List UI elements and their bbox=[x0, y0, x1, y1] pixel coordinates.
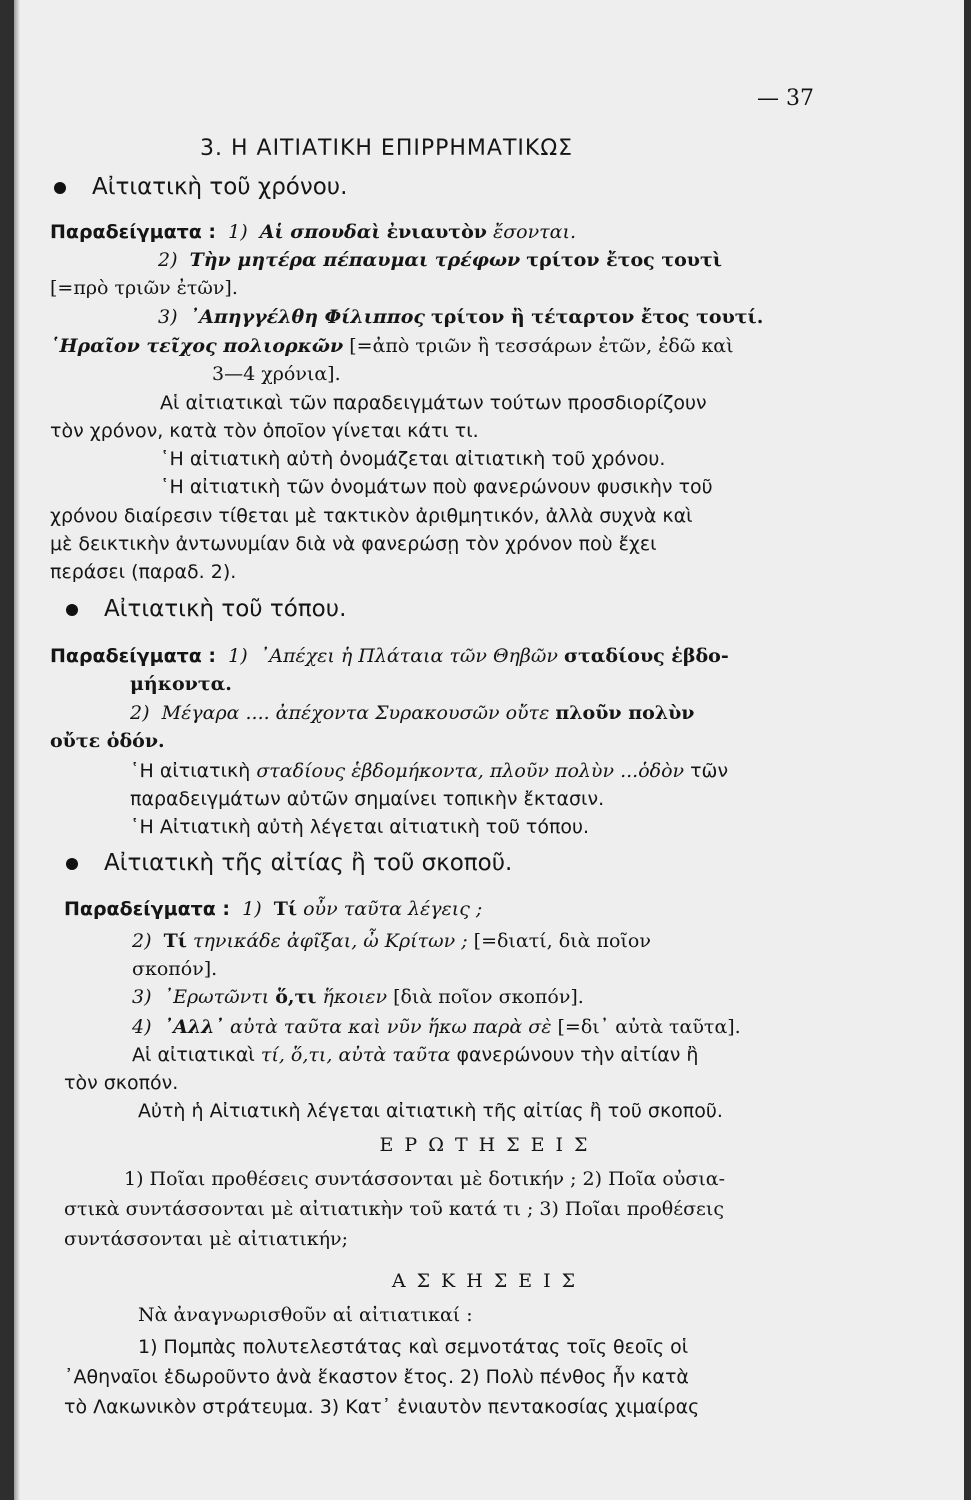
question-line: στικὰ συντάσσονται μὲ αἰτιατικὴν τοῦ κατά τι ; 3) Ποῖαι προθέσεις bbox=[64, 1198, 724, 1220]
example-line: [=πρὸ τριῶν ἐτῶν]. bbox=[50, 277, 238, 299]
example-line: 3) ᾿Απηγγέλθη Φίλιππος τρίτον ἢ τέταρτον ἔτος τουτί. bbox=[158, 306, 764, 328]
paragraph-line: τὸν σκοπόν. bbox=[64, 1072, 179, 1094]
questions-title: ΕΡΩΤΗΣΕΙΣ bbox=[379, 1134, 599, 1156]
bullet-icon bbox=[66, 604, 78, 616]
exercise-line: ᾿Αθηναῖοι ἐδωροῦντο ἀνὰ ἕκαστον ἔτος. 2) Πολὺ πένθος ἦν κατὰ bbox=[64, 1366, 689, 1388]
bullet-icon bbox=[54, 182, 66, 194]
example-line: σκοπόν]. bbox=[132, 958, 218, 980]
example-line: 3) ᾿Ερωτῶντι ὅ,τι ἥκοιεν [διὰ ποῖον σκοπόν]. bbox=[132, 986, 584, 1008]
example-line: Παραδείγματα : 1) Αἱ σπουδαὶ ἐνιαυτὸν ἔσονται. bbox=[50, 221, 576, 243]
exercise-line: τὸ Λακωνικὸν στράτευμα. 3) Κατ᾿ ἐνιαυτὸν πεντακοσίας χιμαίρας bbox=[64, 1396, 700, 1418]
page-number: — 37 bbox=[757, 86, 814, 111]
paragraph-line: ῾Η Αἰτιατικὴ αὐτὴ λέγεται αἰτιατικὴ τοῦ τόπου. bbox=[130, 816, 590, 838]
question-line: 1) Ποῖαι προθέσεις συντάσσονται μὲ δοτικήν ; 2) Ποῖα οὐσια- bbox=[124, 1168, 726, 1190]
example-line: Παραδείγματα : 1) ᾿Απέχει ἡ Πλάταια τῶν Θηβῶν σταδίους ἑβδο- bbox=[50, 645, 729, 667]
bullet-icon bbox=[66, 858, 78, 870]
example-line: 2) Τὴν μητέρα πέπαυμαι τρέφων τρίτον ἔτος τουτὶ bbox=[158, 249, 722, 271]
paragraph-line: ῾Η αἰτιατικὴ τῶν ὀνομάτων ποὺ φανερώνουν φυσικὴν τοῦ bbox=[160, 476, 713, 498]
paragraph-line: Αἱ αἰτιατικαὶ τῶν παραδειγμάτων τούτων προσδιορίζουν bbox=[160, 392, 707, 414]
example-line: Παραδείγματα : 1) Τί οὖν ταῦτα λέγεις ; bbox=[64, 898, 483, 920]
example-line: 2) Μέγαρα .... ἀπέχοντα Συρακουσῶν οὔτε πλοῦν πολὺν bbox=[130, 702, 695, 724]
paragraph-line: περάσει (παραδ. 2). bbox=[50, 561, 237, 583]
paragraph-line: Αὐτὴ ἡ Αἰτιατικὴ λέγεται αἰτιατικὴ τῆς αἰτίας ἢ τοῦ σκοποῦ. bbox=[138, 1100, 723, 1122]
paragraph-line: μὲ δεικτικὴν ἀντωνυμίαν διὰ νὰ φανερώσῃ τὸν χρόνον ποὺ ἔχει bbox=[50, 533, 657, 555]
paragraph-line: χρόνου διαίρεσιν τίθεται μὲ τακτικὸν ἀριθμητικόν, ἀλλὰ συχνὰ καὶ bbox=[50, 505, 693, 527]
example-line: 2) Τί τηνικάδε ἀφῖξαι, ὦ Κρίτων ; [=διατί, διὰ ποῖον bbox=[132, 930, 651, 952]
paragraph-line: ῾Η αἰτιατικὴ σταδίους ἑβδομήκοντα, πλοῦν πολὺν ...ὁδὸν τῶν bbox=[130, 760, 729, 782]
paragraph-line: ῾Η αἰτιατικὴ αὐτὴ ὀνομάζεται αἰτιατικὴ τοῦ χρόνου. bbox=[160, 448, 666, 470]
paragraph-line: παραδειγμάτων αὐτῶν σημαίνει τοπικὴν ἔκτασιν. bbox=[130, 788, 605, 810]
exercises-title: ΑΣΚΗΣΕΙΣ bbox=[391, 1270, 587, 1292]
heading-place: Αἰτιατικὴ τοῦ τόπου. bbox=[66, 596, 346, 622]
example-line: ῾Ηραῖον τεῖχος πολιορκῶν [=ἀπὸ τριῶν ἢ τεσσάρων ἐτῶν, ἐδῶ καὶ bbox=[50, 335, 734, 357]
example-line: οὔτε ὁδόν. bbox=[50, 730, 165, 752]
example-line: μήκοντα. bbox=[130, 673, 232, 695]
question-line: συντάσσονται μὲ αἰτιατικήν; bbox=[64, 1228, 348, 1250]
paragraph-line: Αἱ αἰτιατικαὶ τί, ὅ,τι, αὐτὰ ταῦτα φανερώνουν τὴν αἰτίαν ἢ bbox=[132, 1044, 699, 1066]
heading-cause: Αἰτιατικὴ τῆς αἰτίας ἢ τοῦ σκοποῦ. bbox=[66, 850, 512, 876]
paragraph-line: τὸν χρόνον, κατὰ τὸν ὁποῖον γίνεται κάτι τι. bbox=[50, 420, 479, 442]
example-line: 3—4 χρόνια]. bbox=[212, 363, 341, 385]
heading-time: Αἰτιατικὴ τοῦ χρόνου. bbox=[54, 174, 347, 200]
section-title: 3. Η ΑΙΤΙΑΤΙΚΗ ΕΠΙΡΡΗΜΑΤΙΚΩΣ bbox=[200, 136, 574, 161]
book-page bbox=[14, 0, 964, 1500]
example-line: 4) ᾿Αλλ᾿ αὐτὰ ταῦτα καὶ νῦν ἥκω παρὰ σὲ [=δι᾿ αὐτὰ ταῦτα]. bbox=[132, 1016, 741, 1038]
exercise-line: Νὰ ἀναγνωρισθοῦν αἱ αἰτιατικαί : bbox=[138, 1304, 473, 1326]
exercise-line: 1) Πομπὰς πολυτελεστάτας καὶ σεμνοτάτας τοῖς θεοῖς οἱ bbox=[138, 1336, 689, 1358]
